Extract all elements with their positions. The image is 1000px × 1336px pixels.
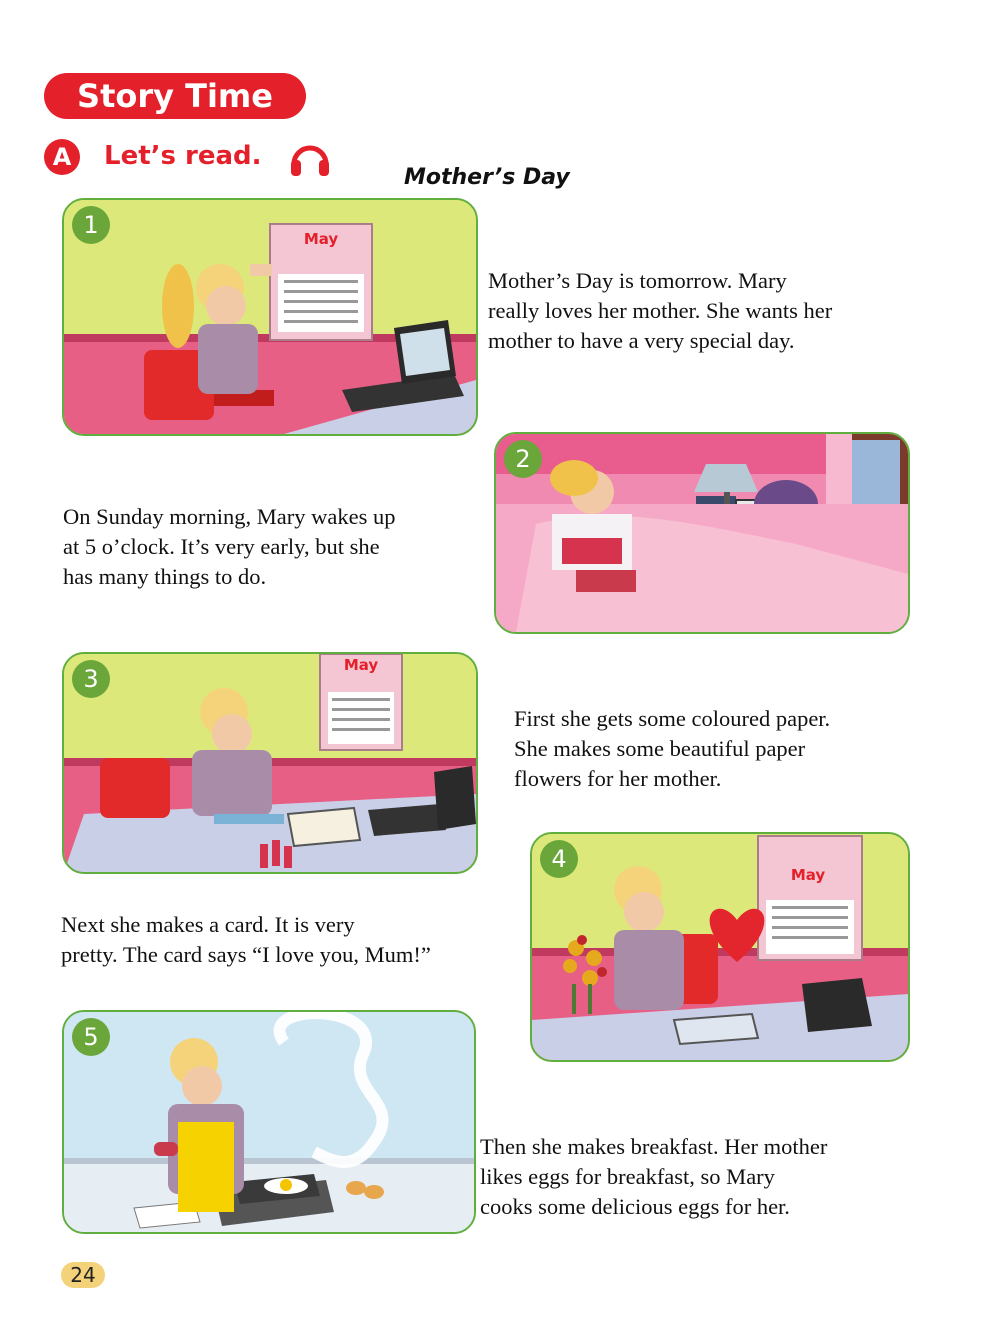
paragraph-4: Next she makes a card. It is very pretty. The card says “I love you, Mum!” [61,912,431,967]
bedroom-scene-illustration [496,434,908,632]
story-panel-5 [62,1010,476,1234]
paragraph-5: Then she makes breakfast. Her mother likes eggs for breakfast, so Mary cooks some delicious eggs for her. [480,1134,828,1219]
panel-number: 3 [72,660,110,698]
panel-number: 4 [540,840,578,878]
page-number: 24 [61,1262,105,1288]
panel-number: 5 [72,1018,110,1056]
craft-scene-illustration [64,654,476,872]
paragraph-2: On Sunday morning, Mary wakes up at 5 o’clock. It’s very early, but she has many things to do. [63,504,396,589]
card-scene-illustration [532,834,908,1060]
panel-number: 2 [504,440,542,478]
kitchen-scene-illustration [64,1012,474,1232]
story-panel-1 [62,198,478,436]
story-panel-3 [62,652,478,874]
section-label: Let’s read. [104,141,262,171]
paragraph-3: First she gets some coloured paper. She makes some beautiful paper flowers for her mother. [514,706,831,791]
calendar-label: May [790,866,826,884]
calendar-label: May [343,656,379,674]
office-scene-illustration [64,200,476,434]
section-badge: A [44,139,80,175]
calendar-label: May [303,230,339,248]
panel-number: 1 [72,206,110,244]
story-time-banner: Story Time [44,73,306,119]
paragraph-1: Mother’s Day is tomorrow. Mary really loves her mother. She wants her mother to have a very special day. [488,268,833,353]
story-panel-2 [494,432,910,634]
story-panel-4 [530,832,910,1062]
headphone-icon[interactable] [288,138,332,178]
story-title: Mother’s Day [404,165,570,190]
